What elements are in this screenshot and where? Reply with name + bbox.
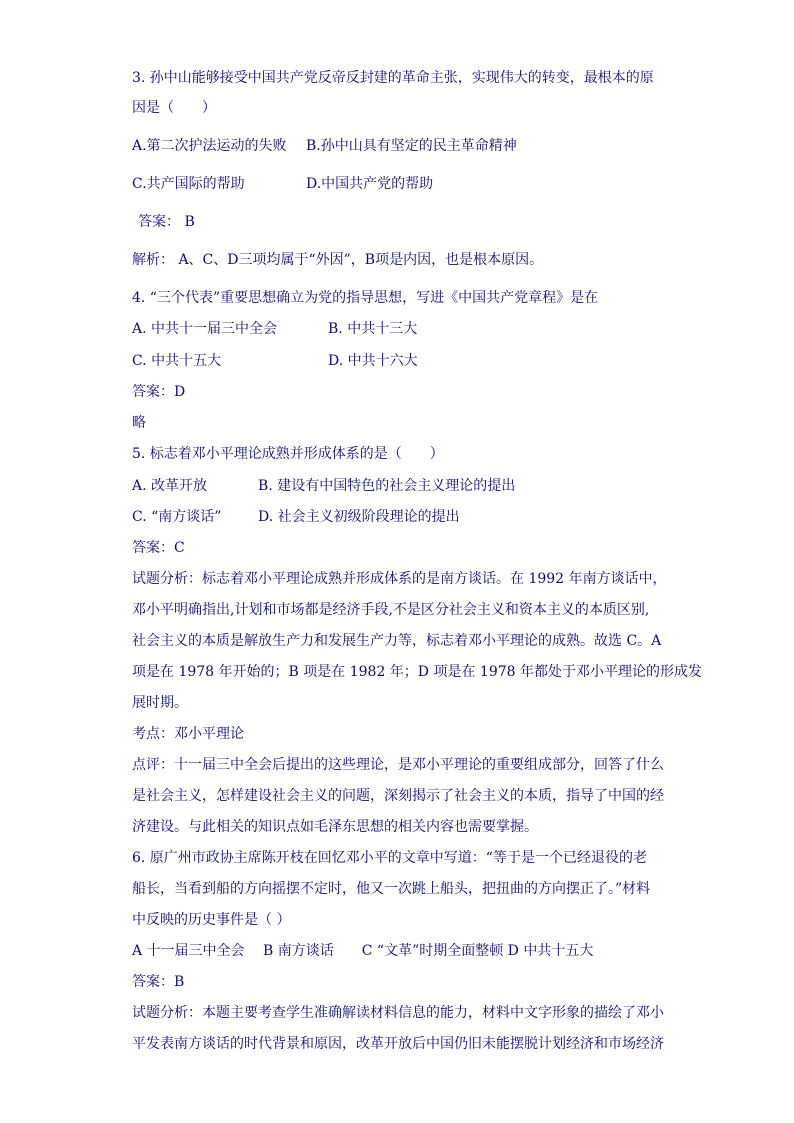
q5-kaodian: 考点：邓小平理论 — [132, 726, 244, 742]
q3-option-d: D.中国共产党的帮助 — [306, 176, 434, 192]
q5-comment-line: 济建设。与此相关的知识点如毛泽东思想的相关内容也需要掌握。 — [132, 819, 538, 835]
q5-comment-line: 是社会主义，怎样建设社会主义的问题，深刻揭示了社会主义的本质，指导了中国的经 — [132, 788, 664, 804]
q5-analysis-line: 展时期。 — [132, 695, 188, 711]
q3-stem-line1: 3. 孙中山能够接受中国共产党反帝反封建的革命主张，实现伟大的转变，最根本的原 — [132, 70, 654, 86]
q4-option-b: B. 中共十三大 — [328, 321, 418, 337]
q5-option-a: A. 改革开放 — [132, 478, 208, 494]
q5-analysis-line: 试题分析：标志着邓小平理论成熟并形成体系的是南方谈话。在 1992 年南方谈话中， — [132, 571, 667, 587]
q5-comment-line: 点评：十一届三中全会后提出的这些理论，是邓小平理论的重要组成部分，回答了什么 — [132, 757, 664, 773]
q5-option-c: C. “南方谈话” — [132, 509, 222, 525]
q5-analysis-line: 项是在 1978 年开始的；B 项是在 1982 年；D 项是在 1978 年都处于邓小平理论的形成发 — [132, 664, 702, 680]
q3-stem-line2: 因是（ ） — [132, 100, 216, 116]
q5-answer: 答案：C — [132, 540, 185, 556]
q6-analysis-line: 试题分析：本题主要考查学生准确解读材料信息的能力，材料中文字形象的描绘了邓小 — [132, 1005, 664, 1021]
q3-answer: 答案： B — [138, 214, 195, 230]
q5-option-d: D. 社会主义初级阶段理论的提出 — [258, 509, 460, 525]
q6-stem-line: 中反映的历史事件是（ ） — [132, 912, 291, 928]
q3-option-b: B.孙中山具有坚定的民主革命精神 — [306, 138, 517, 154]
q6-stem-line: 6. 原广州市政协主席陈开枝在回忆邓小平的文章中写道：“等于是一个已经退役的老 — [132, 850, 647, 866]
q5-stem: 5. 标志着邓小平理论成熟并形成体系的是（ ） — [132, 446, 444, 462]
q3-option-a: A.第二次护法运动的失败 — [132, 138, 287, 154]
q6-answer: 答案：B — [132, 974, 185, 990]
q6-stem-line: 船长，当看到船的方向摇摆不定时，他又一次跳上船头，把扭曲的方向摆正了。”材料 — [132, 881, 651, 897]
q5-analysis-line: 社会主义的本质是解放生产力和发展生产力等，标志着邓小平理论的成熟。故选 C。A — [132, 633, 662, 649]
q3-option-c: C.共产国际的帮助 — [132, 176, 245, 192]
q6-analysis-line: 平发表南方谈话的时代背景和原因，改革开放后中国仍旧未能摆脱计划经济和市场经济 — [132, 1036, 664, 1052]
q5-analysis-line: 邓小平明确指出,计划和市场都是经济手段,不是区分社会主义和资本主义的本质区别, — [132, 602, 650, 618]
q4-option-a: A. 中共十一届三中全会 — [132, 321, 278, 337]
q5-option-b: B. 建设有中国特色的社会主义理论的提出 — [258, 478, 516, 494]
q4-answer: 答案：D — [132, 384, 186, 400]
q4-option-c: C. 中共十五大 — [132, 353, 222, 369]
q3-analysis: 解析： A、C、D三项均属于“外因”，B项是内因，也是根本原因。 — [132, 252, 544, 268]
q4-note: 略 — [132, 415, 146, 431]
q4-stem: 4. “三个代表”重要思想确立为党的指导思想，写进《中国共产党章程》是在 — [132, 290, 599, 306]
q4-option-d: D. 中共十六大 — [328, 353, 418, 369]
q6-options: A 十一届三中全会 B 南方谈话 C “文革”时期全面整顿 D 中共十五大 — [132, 943, 594, 959]
